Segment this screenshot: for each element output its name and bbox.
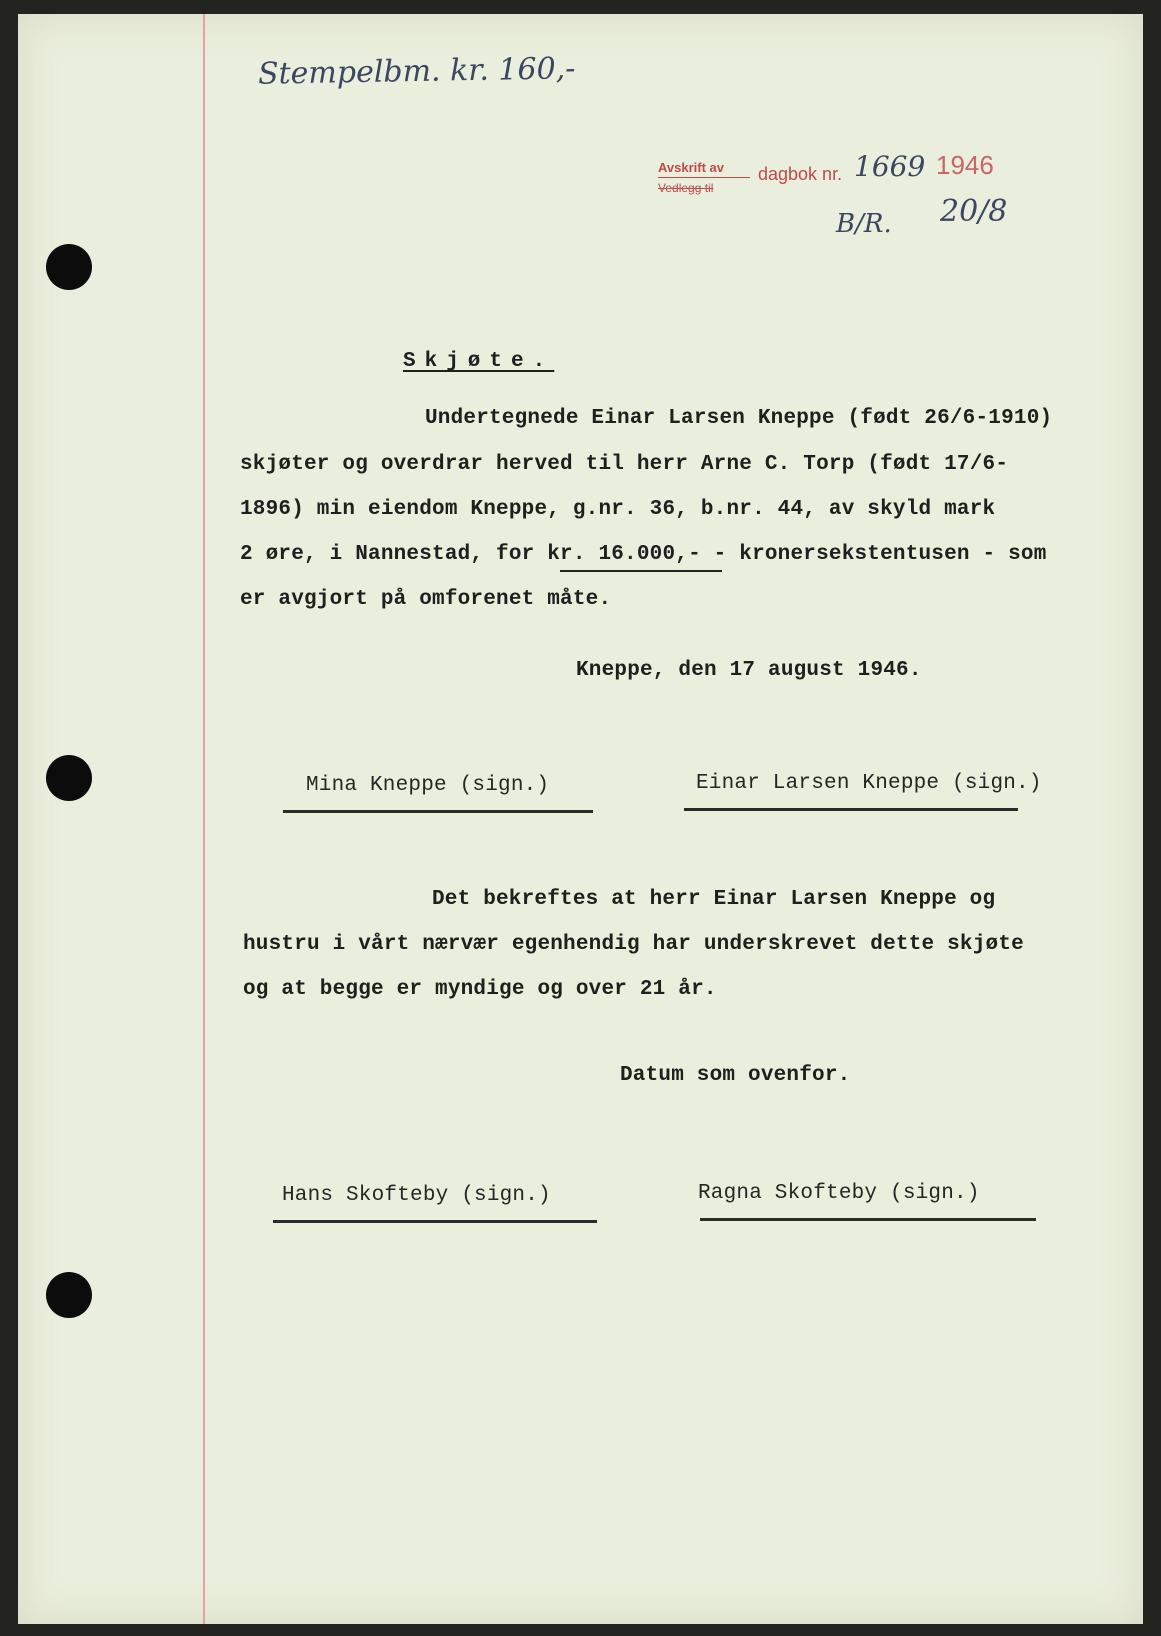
- signature-right-line: [684, 808, 1018, 811]
- initials: B/R.: [836, 209, 892, 239]
- stamp-fee-note: Stempelbm. kr. 160,-: [257, 51, 576, 92]
- paragraph2-line-1: Det bekreftes at herr Einar Larsen Kneppe og: [432, 888, 996, 911]
- paragraph1-line-4: 2 øre, i Nannestad, for kr. 16.000,- - kronersekstentusen - som: [240, 543, 1047, 566]
- witness-left: Hans Skofteby (sign.): [282, 1184, 551, 1207]
- journal-number: 1669: [854, 150, 926, 183]
- punch-hole-middle: [46, 755, 92, 801]
- price-underline: [560, 570, 722, 572]
- punch-hole-top: [46, 244, 92, 290]
- signature-left-line: [283, 810, 593, 813]
- stamp-vedlegg-label: Vedlegg til: [658, 181, 714, 195]
- paragraph1-line-3: 1896) min eiendom Kneppe, g.nr. 36, b.nr. 44, av skyld mark: [240, 498, 996, 521]
- stamp-dagbok-label: dagbok nr.: [758, 164, 843, 184]
- paragraph1-line-1: Undertegnede Einar Larsen Kneppe (født 26/6-1910): [425, 407, 1053, 430]
- witness-left-line: [273, 1220, 597, 1223]
- red-margin-line: [203, 14, 205, 1624]
- date-mark: 20/8: [940, 194, 1008, 229]
- signature-left: Mina Kneppe (sign.): [306, 774, 550, 797]
- paragraph2-line-2: hustru i vårt nærvær egenhendig har underskrevet dette skjøte: [243, 933, 1024, 956]
- deed-title: Skjøte.: [403, 350, 555, 373]
- datum-line: Datum som ovenfor.: [620, 1064, 851, 1087]
- signature-right: Einar Larsen Kneppe (sign.): [696, 772, 1042, 795]
- stamp-avskrift-label: Avskrift av: [658, 160, 724, 175]
- place-date: Kneppe, den 17 august 1946.: [576, 659, 922, 682]
- paragraph1-line-5: er avgjort på omforenet måte.: [240, 588, 612, 611]
- paragraph1-line-2: skjøter og overdrar herved til herr Arne C. Torp (født 17/6-: [240, 453, 1009, 476]
- punch-hole-bottom: [46, 1272, 92, 1318]
- stamp-divider: [658, 177, 750, 178]
- witness-right: Ragna Skofteby (sign.): [698, 1182, 980, 1205]
- document-page: [18, 14, 1143, 1624]
- paragraph2-line-3: og at begge er myndige og over 21 år.: [243, 978, 717, 1001]
- witness-right-line: [700, 1218, 1036, 1221]
- stamp-year: 1946: [936, 150, 994, 180]
